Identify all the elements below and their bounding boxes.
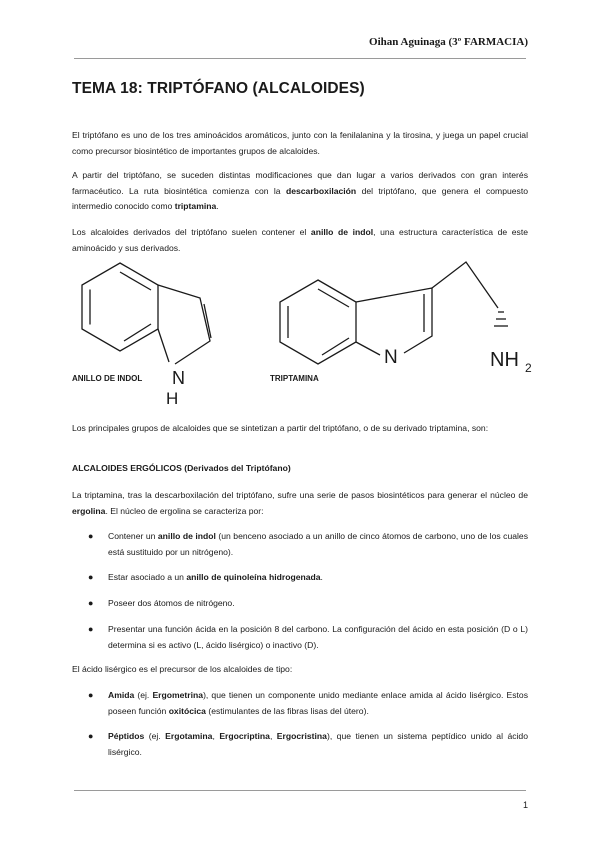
triptamina-side-chain <box>432 262 498 308</box>
bullet-icon: ● <box>88 572 94 582</box>
list-item-text: Contener un anillo de indol (un benceno asociado a un anillo de cinco átomos de carbono, uno de los cuales está sustituido por un nitrógeno). <box>108 531 528 557</box>
bullet-icon: ● <box>88 731 94 741</box>
bullet-icon: ● <box>88 531 94 541</box>
footer-divider <box>74 790 526 791</box>
section-heading-ergolicos: ALCALOIDES ERGÓLICOS (Derivados del Triptófano) <box>72 463 291 473</box>
indol-hydrogen-atom: H <box>166 389 179 408</box>
bullet-icon: ● <box>88 690 94 700</box>
intro-paragraph-2: A partir del triptófano, se suceden distintas modificaciones que dan lugar a varios derivados con gran interés farmacéutico. La ruta biosintética comienza con la descarboxilación del triptófano, que genera el compuesto intermedio conocido como triptamina. <box>72 170 529 211</box>
triptamina-structure-diagram <box>268 262 568 382</box>
intro-paragraph-3: Los alcaloides derivados del triptófano suelen contener el anillo de indol, una estructura característica de este aminoácido y sus derivados. <box>72 227 528 253</box>
list-item-text: Poseer dos átomos de nitrógeno. <box>108 598 235 608</box>
indol-structure-diagram <box>70 258 230 408</box>
ergolina-paragraph: La triptamina, tras la descarboxilación del triptófano, sufre una serie de pasos biosintéticos para generar el núcleo de ergolina. El núcleo de ergolina se caracteriza por: <box>72 490 528 516</box>
triptamina-amine-group: NH <box>490 349 519 371</box>
triptamina-pyrrole-ring <box>356 288 432 353</box>
indol-label: ANILLO DE INDOL <box>72 374 143 383</box>
page-title: TEMA 18: TRIPTÓFANO (ALCALOIDES) <box>72 80 365 97</box>
header-divider <box>74 58 526 59</box>
list-item-text: Estar asociado a un anillo de quinoleína hidrogenada. <box>108 572 323 582</box>
triptamina-amine-subscript: 2 <box>525 361 532 375</box>
page-number: 1 <box>522 800 528 810</box>
triptamina-nitrogen-atom: N <box>384 347 398 368</box>
indol-nitrogen-atom: N <box>172 368 185 388</box>
header-author: Oihan Aguinaga (3º FARMACIA) <box>369 36 528 48</box>
list-item-text: Péptidos (ej. Ergotamina, Ergocriptina, Ergocristina), que tienen un sistema peptídico unido al ácido lisérgico. <box>108 731 528 757</box>
indol-benzene-ring <box>82 263 158 351</box>
groups-intro-paragraph: Los principales grupos de alcaloides que se sintetizan a partir del triptófano, o de su derivado triptamina, son: <box>72 423 489 433</box>
triptamina-benzene-ring <box>280 280 356 364</box>
list-item-text: Amida (ej. Ergometrina), que tienen un componente unido mediante enlace amida al ácido lisérgico. Estos poseen función oxitócica (estimulantes de las fibras lisas del útero). <box>108 690 528 716</box>
bullet-icon: ● <box>88 624 94 634</box>
intro-paragraph-1: El triptófano es uno de los tres aminoácidos aromáticos, junto con la fenilalanina y la tirosina, y juega un papel crucial como precursor biosintético de importantes grupos de alcaloides. <box>72 130 528 156</box>
list-item-text: Presentar una función ácida en la posición 8 del carbono. La configuración del ácido en esta posición (D o L) determina si es activo (L, ácido lisérgico) o inactivo (D). <box>108 624 528 650</box>
triptamina-label: TRIPTAMINA <box>270 374 319 383</box>
lisergico-intro-paragraph: El ácido lisérgico es el precursor de los alcaloides de tipo: <box>72 664 293 674</box>
bullet-icon: ● <box>88 598 94 608</box>
